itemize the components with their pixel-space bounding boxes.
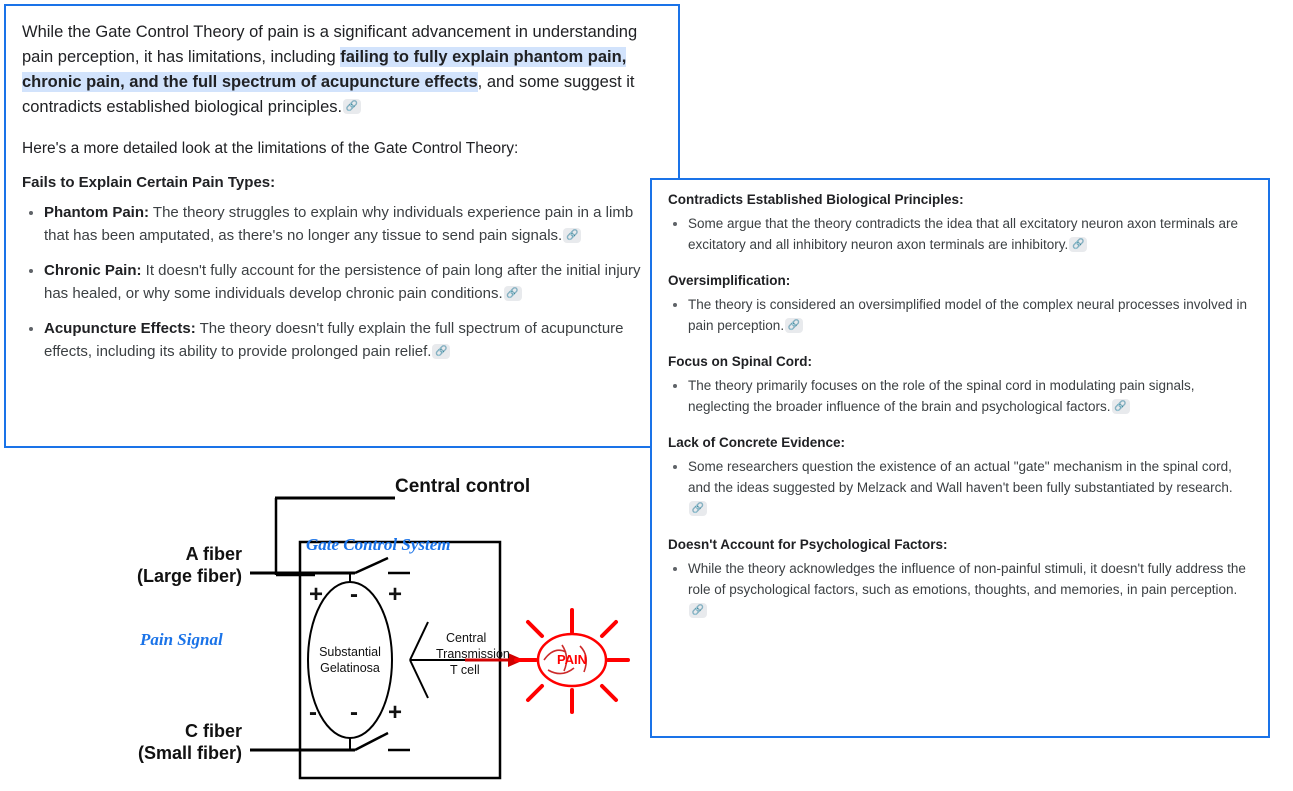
list-item [44,201,662,247]
limitation-heading: Focus on Spinal Cord: [668,354,812,369]
bullet-text: The theory doesn't fully explain the full spectrum of acupuncture effects, including its ability to provide prolonged pain relief. [44,320,624,360]
t-cell-line3: T cell [450,663,480,677]
pain-burst-icon [516,610,628,712]
limitation-text: The theory primarily focuses on the role of the spinal cord in modulating pain signals, neglecting the broader influence of the brain and psychological factors. [688,378,1195,414]
list-item [688,294,1252,336]
link-icon[interactable]: 🔗 [1112,399,1130,414]
link-icon[interactable]: 🔗 [785,318,803,333]
limitation-block-evidence [668,435,1252,519]
limitation-heading: Contradicts Established Biological Principles: [668,192,964,207]
gate-control-system-label: Gate Control System [306,535,451,554]
list-item [44,317,662,363]
sign-bottom-2: - [350,699,358,726]
limitation-text: Some argue that the theory contradicts the idea that all excitatory neuron axon terminals are excitatory and all inhibitory neuron axon terminals are inhibitory. [688,216,1239,252]
link-icon[interactable]: 🔗 [432,344,450,359]
limitation-text: While the theory acknowledges the influence of non-painful stimuli, it doesn't fully address the role of psychological factors, such as emotions, thoughts, and memories, in pain perception. [688,561,1246,597]
central-control-label: Central control [395,476,531,497]
list-item [688,456,1252,519]
limitation-text: Some researchers question the existence of an actual "gate" mechanism in the spinal cord, and the ideas suggested by Melzack and Wall haven't been fully substantiated by research. [688,459,1233,495]
limitation-block-oversimplification [668,273,1252,336]
limitation-block-psychological [668,537,1252,621]
a-fiber-label-line2: (Large fiber) [136,566,242,586]
limitation-block-contradicts [668,192,1252,255]
link-icon[interactable]: 🔗 [343,99,361,114]
bullet-term: Phantom Pain: [44,204,150,221]
sign-top-2: - [350,581,358,608]
substantia-gelatinosa-line1: Substantial [319,645,381,659]
sign-bottom-1: - [309,699,317,726]
detail-intro: Here's a more detailed look at the limitations of the Gate Control Theory: [22,140,519,157]
lead-highlight: failing to fully explain phantom pain, chronic pain, and the full spectrum of acupuncture effects [22,48,627,91]
limitation-list [668,294,1252,336]
bullet-text: The theory struggles to explain why individuals experience pain in a limb that has been amputated, as there's no longer any tissue to send pain signals. [44,204,634,244]
limitation-heading: Lack of Concrete Evidence: [668,435,846,450]
lead-text-after: , and some suggest it contradicts established biological principles. [22,73,635,116]
link-icon[interactable]: 🔗 [563,228,581,243]
a-fiber-label-line1: A fiber [185,544,242,564]
limitations-panel [650,178,1270,738]
limitation-list [668,456,1252,519]
sign-top-1: + [309,581,324,608]
c-fiber-label-line1: C fiber [184,721,242,741]
link-icon[interactable]: 🔗 [689,603,707,618]
bullet-term: Chronic Pain: [44,262,142,279]
limitation-list [668,375,1252,417]
limitation-list [668,558,1252,621]
summary-panel [4,4,680,448]
limitation-heading: Doesn't Account for Psychological Factors: [668,537,948,552]
substantia-gelatinosa-line2: Gelatinosa [320,661,380,675]
lead-text-before: While the Gate Control Theory of pain is a significant advancement in understanding pain perception, it has limitations, including [22,23,638,66]
pain-burst-label: PAIN [556,652,588,667]
limitation-block-spinal-cord [668,354,1252,417]
sign-top-3: + [388,581,403,608]
bullet-term: Acupuncture Effects: [44,320,196,337]
link-icon[interactable]: 🔗 [504,286,522,301]
limitation-text: The theory is considered an oversimplified model of the complex neural processes involved in pain perception. [688,297,1248,333]
sign-bottom-3: + [388,699,403,726]
t-cell-line1: Central [446,631,487,645]
t-cell-line2: Transmission [436,647,510,661]
t-cell-lower-branch [410,660,428,698]
limitation-list [668,213,1252,255]
c-fiber-label-line2: (Small fiber) [137,743,242,763]
list-item [688,213,1252,255]
pain-types-list [22,201,662,363]
summary-lead-paragraph [22,20,662,120]
bullet-text: It doesn't fully account for the persistence of pain long after the initial injury has healed, or why some individuals develop chronic pain conditions. [44,262,641,302]
link-icon[interactable]: 🔗 [1069,237,1087,252]
list-item [44,259,662,305]
link-icon[interactable]: 🔗 [689,501,707,516]
t-cell-upper-branch [410,622,428,660]
list-item [688,558,1252,621]
limitation-heading: Oversimplification: [668,273,791,288]
a-fiber-gate-switch [355,558,388,573]
section-heading-pain-types: Fails to Explain Certain Pain Types: [22,174,276,191]
gate-control-theory-diagram [110,470,670,788]
list-item [688,375,1252,417]
pain-signal-label: Pain Signal [140,630,223,649]
